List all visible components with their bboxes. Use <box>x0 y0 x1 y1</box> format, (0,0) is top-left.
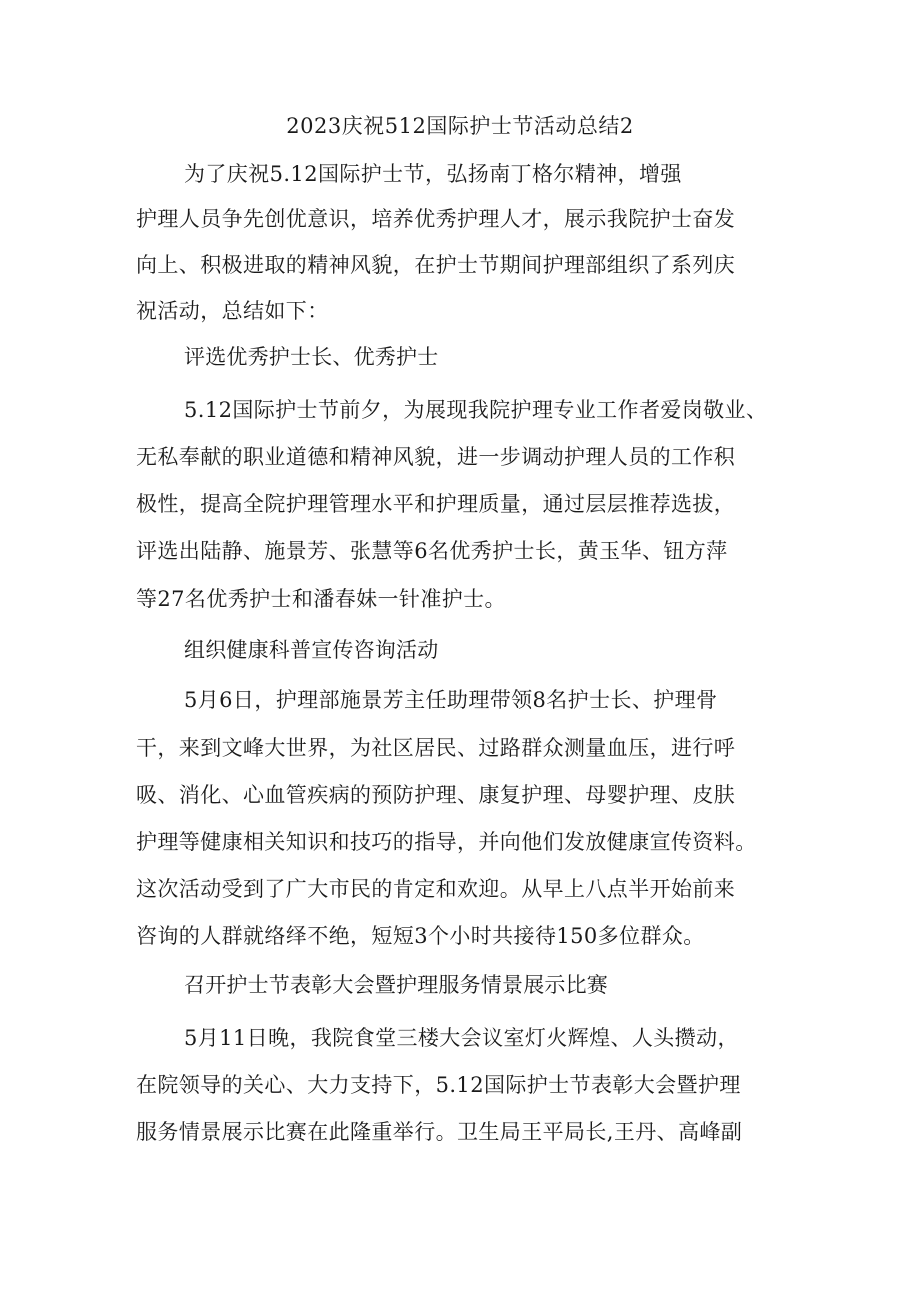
section-2-line-1: 5月6日，护理部施景芳主任助理带领8名护士长、护理骨 <box>184 688 718 712</box>
section-1-line-5: 等27名优秀护士和潘春妹一针准护士。 <box>136 587 506 611</box>
section-3-line-3: 服务情景展示比赛在此隆重举行。卫生局王平局长,王丹、高峰副 <box>136 1120 743 1144</box>
document-title: 2023庆祝512国际护士节活动总结2 <box>286 114 634 138</box>
section-1-line-4: 评选出陆静、施景芳、张慧等6名优秀护士长，黄玉华、钮方萍 <box>136 539 728 563</box>
intro-line-1: 为了庆祝5.12国际护士节，弘扬南丁格尔精神，增强 <box>184 162 682 186</box>
intro-line-4: 祝活动，总结如下： <box>136 299 329 323</box>
section-heading-2: 组织健康科普宣传咨询活动 <box>184 638 439 662</box>
section-3-line-2: 在院领导的关心、大力支持下，5.12国际护士节表彰大会暨护理 <box>136 1073 741 1097</box>
section-3-line-1: 5月11日晚，我院食堂三楼大会议室灯火辉煌、人头攒动， <box>184 1026 739 1050</box>
section-2-line-6: 咨询的人群就络绎不绝，短短3个小时共接待150多位群众。 <box>136 924 705 948</box>
section-1-line-2: 无私奉献的职业道德和精神风貌，进一步调动护理人员的工作积 <box>136 445 736 469</box>
section-2-line-3: 吸、消化、心血管疾病的预防护理、康复护理、母婴护理、皮肤 <box>136 783 736 807</box>
section-2-line-5: 这次活动受到了广大市民的肯定和欢迎。从早上八点半开始前来 <box>136 877 736 901</box>
intro-line-2: 护理人员争先创优意识，培养优秀护理人才，展示我院护士奋发 <box>136 207 736 231</box>
section-heading-3: 召开护士节表彰大会暨护理服务情景展示比赛 <box>184 973 608 997</box>
section-2-line-4: 护理等健康相关知识和技巧的指导，并向他们发放健康宣传资料。 <box>136 830 757 854</box>
section-1-line-1: 5.12国际护士节前夕，为展现我院护理专业工作者爱岗敬业、 <box>184 398 768 422</box>
section-1-line-3: 极性，提高全院护理管理水平和护理质量，通过层层推荐选拔， <box>136 492 736 516</box>
intro-line-3: 向上、积极进取的精神风貌，在护士节期间护理部组织了系列庆 <box>136 253 736 277</box>
section-heading-1: 评选优秀护士长、优秀护士 <box>184 345 439 369</box>
section-2-line-2: 干，来到文峰大世界，为社区居民、过路群众测量血压，进行呼 <box>136 736 736 760</box>
